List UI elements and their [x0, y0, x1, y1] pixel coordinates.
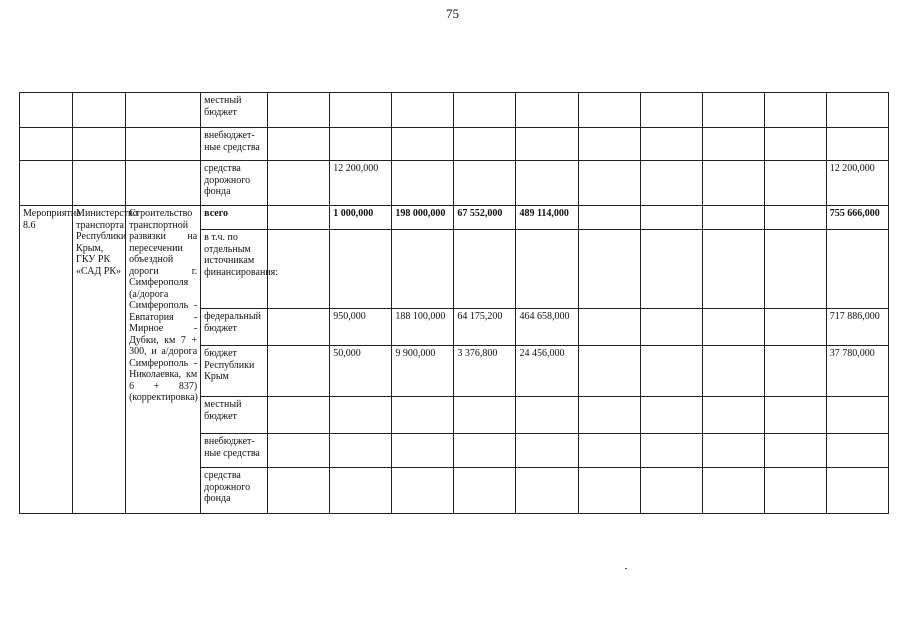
amount-cell — [702, 434, 764, 468]
amount-cell — [268, 468, 330, 514]
amount-cell: 1 000,000 — [330, 206, 392, 230]
amount-cell — [330, 468, 392, 514]
amount-cell: 464 658,000 — [516, 309, 578, 346]
amount-cell — [764, 161, 826, 206]
amount-cell — [454, 397, 516, 434]
amount-cell — [454, 434, 516, 468]
amount-cell: 489 114,000 — [516, 206, 578, 230]
amount-cell — [268, 397, 330, 434]
empty-cell — [20, 161, 73, 206]
funding-source-cell: внебюджет-ные средства — [201, 434, 268, 468]
amount-cell — [268, 309, 330, 346]
amount-cell: 3 376,800 — [454, 346, 516, 397]
empty-cell — [126, 93, 201, 128]
amount-cell — [702, 397, 764, 434]
amount-cell: 67 552,000 — [454, 206, 516, 230]
amount-cell: 64 175,200 — [454, 309, 516, 346]
empty-cell — [20, 93, 73, 128]
amount-cell — [454, 93, 516, 128]
funding-source-cell: федеральный бюджет — [201, 309, 268, 346]
amount-cell — [578, 93, 640, 128]
budget-table — [19, 92, 889, 514]
amount-cell — [516, 93, 578, 128]
amount-cell — [640, 93, 702, 128]
amount-cell — [764, 468, 826, 514]
amount-cell — [392, 230, 454, 309]
funding-source-cell: местный бюджет — [201, 93, 268, 128]
amount-cell — [330, 93, 392, 128]
amount-cell — [764, 230, 826, 309]
table-row — [20, 206, 889, 230]
amount-cell — [702, 309, 764, 346]
event-number-cell: Мероприятие 8.6 — [20, 206, 73, 514]
amount-cell — [826, 434, 888, 468]
amount-cell — [640, 161, 702, 206]
amount-cell — [702, 230, 764, 309]
amount-cell: 188 100,000 — [392, 309, 454, 346]
amount-cell — [454, 230, 516, 309]
amount-cell: 37 780,000 — [826, 346, 888, 397]
amount-cell: 12 200,000 — [826, 161, 888, 206]
funding-source-cell: местный бюджет — [201, 397, 268, 434]
amount-cell — [764, 206, 826, 230]
amount-cell — [330, 397, 392, 434]
amount-cell — [826, 397, 888, 434]
empty-cell — [20, 128, 73, 161]
funding-source-cell: средства дорожного фонда — [201, 468, 268, 514]
amount-cell — [640, 206, 702, 230]
amount-cell — [268, 93, 330, 128]
amount-cell — [764, 434, 826, 468]
amount-cell — [578, 434, 640, 468]
empty-cell — [73, 128, 126, 161]
amount-cell — [516, 434, 578, 468]
amount-cell — [578, 309, 640, 346]
amount-cell — [764, 128, 826, 161]
executor-cell: Министерство транспорта Республики Крым, ГКУ РК «САД РК» — [73, 206, 126, 514]
funding-source-cell: бюджет Республики Крым — [201, 346, 268, 397]
amount-cell — [392, 93, 454, 128]
page-number: 75 — [446, 6, 459, 21]
amount-cell — [826, 230, 888, 309]
amount-cell — [454, 161, 516, 206]
amount-cell — [392, 397, 454, 434]
amount-cell — [640, 468, 702, 514]
amount-cell — [454, 128, 516, 161]
amount-cell — [578, 397, 640, 434]
empty-cell — [126, 128, 201, 161]
amount-cell — [826, 128, 888, 161]
amount-cell — [268, 434, 330, 468]
funding-source-cell: средства дорожного фонда — [201, 161, 268, 206]
amount-cell — [330, 434, 392, 468]
amount-cell — [640, 397, 702, 434]
amount-cell — [578, 468, 640, 514]
amount-cell — [764, 397, 826, 434]
funding-source-cell: внебюджет-ные средства — [201, 128, 268, 161]
amount-cell — [578, 128, 640, 161]
amount-cell — [702, 161, 764, 206]
amount-cell — [640, 230, 702, 309]
amount-cell — [268, 206, 330, 230]
amount-cell — [392, 128, 454, 161]
amount-cell: 717 886,000 — [826, 309, 888, 346]
amount-cell — [764, 93, 826, 128]
amount-cell — [392, 161, 454, 206]
amount-cell: 24 456,000 — [516, 346, 578, 397]
table-row — [20, 93, 889, 128]
amount-cell — [516, 397, 578, 434]
amount-cell: 755 666,000 — [826, 206, 888, 230]
funding-source-cell: всего — [201, 206, 268, 230]
amount-cell — [764, 346, 826, 397]
amount-cell — [268, 128, 330, 161]
empty-cell — [73, 161, 126, 206]
amount-cell — [764, 309, 826, 346]
amount-cell — [392, 468, 454, 514]
amount-cell — [454, 468, 516, 514]
amount-cell — [826, 468, 888, 514]
table-row — [20, 128, 889, 161]
amount-cell — [702, 468, 764, 514]
amount-cell — [392, 434, 454, 468]
amount-cell — [268, 161, 330, 206]
empty-cell — [126, 161, 201, 206]
stray-mark — [625, 568, 627, 569]
amount-cell — [702, 346, 764, 397]
amount-cell — [578, 161, 640, 206]
amount-cell — [826, 93, 888, 128]
amount-cell — [268, 346, 330, 397]
amount-cell — [330, 128, 392, 161]
table-row — [20, 161, 889, 206]
amount-cell — [640, 128, 702, 161]
amount-cell: 950,000 — [330, 309, 392, 346]
amount-cell — [516, 128, 578, 161]
amount-cell — [516, 230, 578, 309]
amount-cell — [702, 128, 764, 161]
amount-cell: 9 900,000 — [392, 346, 454, 397]
funding-source-cell: в т.ч. по отдельным источникам финансирования: — [201, 230, 268, 309]
amount-cell — [516, 468, 578, 514]
empty-cell — [73, 93, 126, 128]
amount-cell: 12 200,000 — [330, 161, 392, 206]
amount-cell — [640, 309, 702, 346]
amount-cell — [330, 230, 392, 309]
amount-cell — [640, 346, 702, 397]
amount-cell — [578, 230, 640, 309]
amount-cell — [578, 206, 640, 230]
amount-cell — [640, 434, 702, 468]
amount-cell — [702, 206, 764, 230]
amount-cell — [516, 161, 578, 206]
amount-cell: 198 000,000 — [392, 206, 454, 230]
amount-cell — [702, 93, 764, 128]
amount-cell — [578, 346, 640, 397]
event-description-cell: Строительство транспортной развязки на пересечении объездной дороги г. Симферополя (а/дорога Симферополь - Евпатория - Мирное - Дубки, км 7 + 300, и а/дорога Симферополь - Николаевка, км 6 + 837) (корректировка) — [126, 206, 201, 514]
amount-cell: 50,000 — [330, 346, 392, 397]
